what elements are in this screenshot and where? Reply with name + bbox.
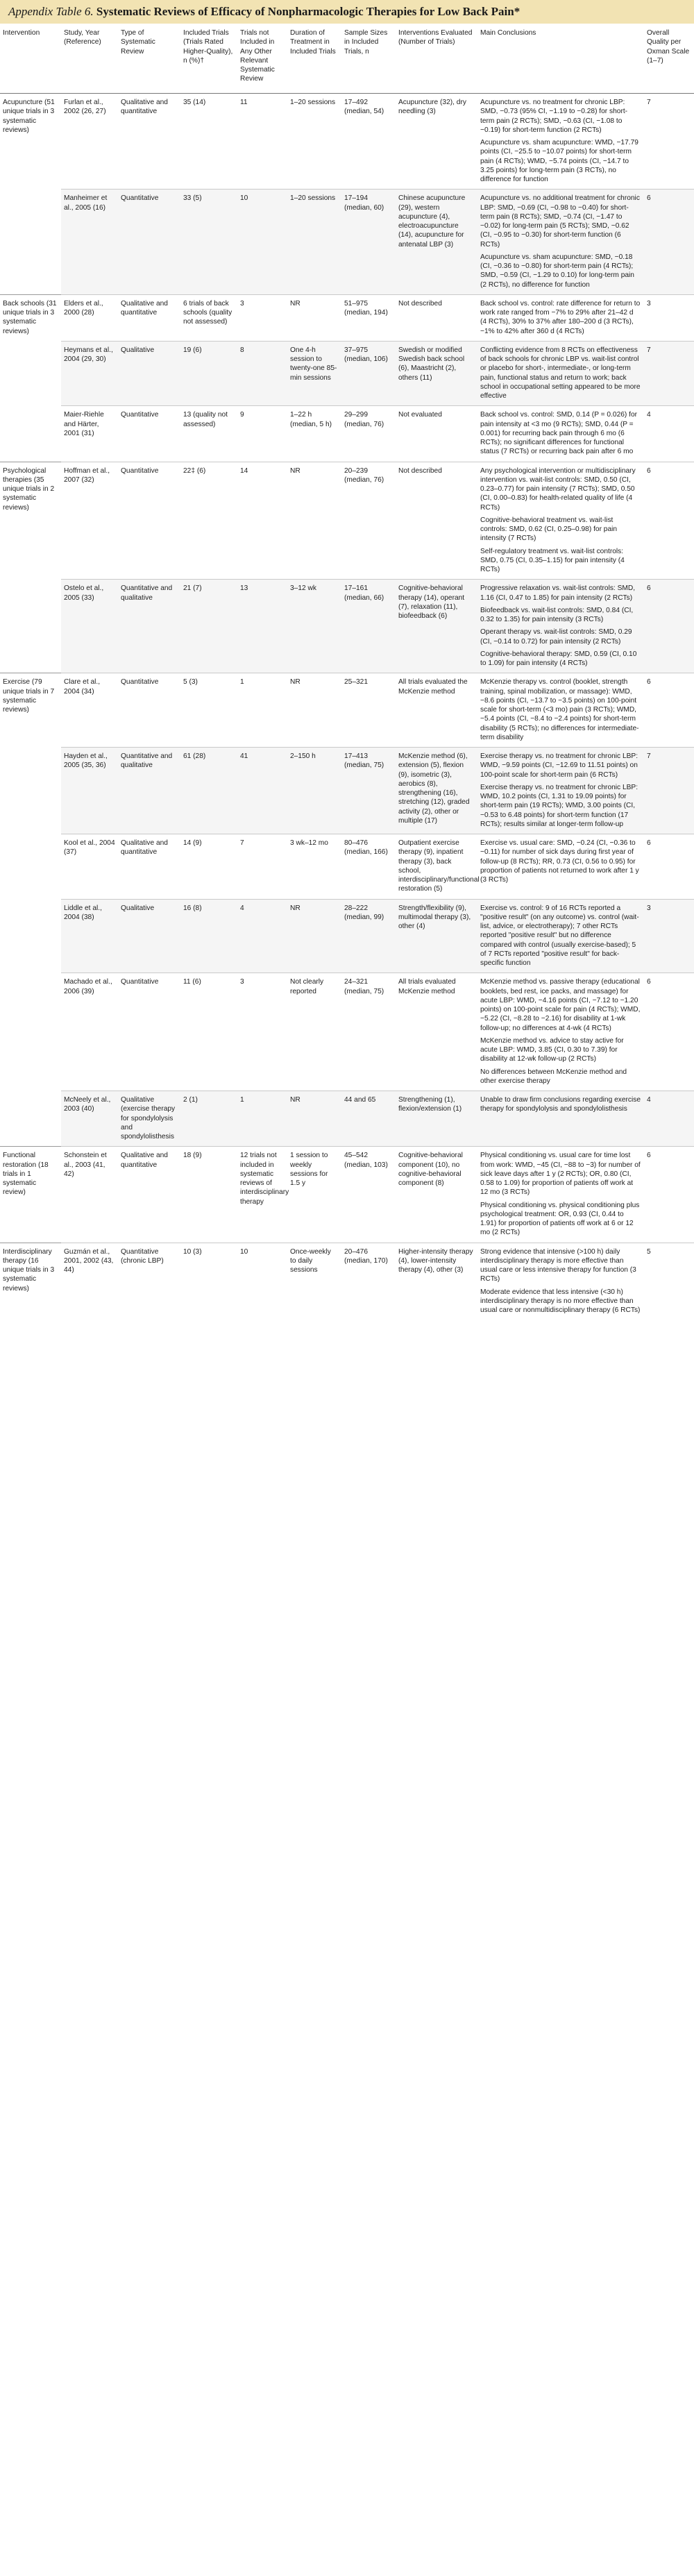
interventions-evaluated-cell: Cognitive-behavioral therapy (14), operant (7), relaxation (11), biofeedback (6): [396, 580, 477, 673]
sample-size-cell: 80–476 (median, 166): [341, 834, 396, 900]
table-row: [0, 1243, 694, 1320]
not-included-cell: 7: [237, 834, 287, 900]
main-conclusions-cell: [477, 748, 644, 834]
not-included-cell: 10: [237, 190, 287, 295]
included-trials-cell: 14 (9): [180, 834, 237, 900]
quality-score-cell: 4: [644, 406, 694, 462]
table-row: [0, 1091, 694, 1147]
col-study-header: Study, Year (Reference): [61, 25, 118, 94]
not-included-cell: 3: [237, 294, 287, 341]
not-included-cell: 13: [237, 580, 287, 673]
sample-size-cell: 17–161 (median, 66): [341, 580, 396, 673]
not-included-cell: 11: [237, 94, 287, 190]
table-row: [0, 580, 694, 673]
study-cell: Heymans et al., 2004 (29, 30): [61, 341, 118, 406]
quality-score-cell: 6: [644, 580, 694, 673]
not-included-cell: 1: [237, 1091, 287, 1147]
col-main-conclusions-header: Main Conclusions: [477, 25, 644, 94]
review-type-cell: Qualitative: [118, 899, 180, 973]
main-conclusions-cell: [477, 1243, 644, 1320]
table-row: [0, 94, 694, 190]
sample-size-cell: 17–413 (median, 75): [341, 748, 396, 834]
table-row: [0, 294, 694, 341]
quality-score-cell: 7: [644, 748, 694, 834]
not-included-cell: 10: [237, 1243, 287, 1320]
conclusion-paragraph: Self-regulatory treatment vs. wait-list controls: SMD, 0.75 (CI, 0.35–1.15) for pain intensity (4 RCTs): [480, 547, 625, 573]
table-row: [0, 406, 694, 462]
not-included-cell: 8: [237, 341, 287, 406]
systematic-reviews-table: [0, 25, 694, 1320]
included-trials-cell: 2 (1): [180, 1091, 237, 1147]
conclusion-paragraph: Strong evidence that intensive (>100 h) daily interdisciplinary therapy is more effective than usual care or less intensive therapy for function (3 RCTs): [480, 1247, 636, 1283]
conclusion-paragraph: No differences between McKenzie method and other exercise therapy: [480, 1068, 627, 1085]
quality-score-cell: 6: [644, 1147, 694, 1243]
conclusion-paragraph: Physical conditioning vs. usual care for time lost from work: WMD, −45 (CI, −88 to −3) for number of sick leave days after 1 y (2 RCTs); OR, 0.80 (CI, 0.58 to 1.09) for proportion of patients off work at 12 mo (3 RCTs): [480, 1152, 641, 1197]
quality-score-cell: 3: [644, 899, 694, 973]
table-row: [0, 462, 694, 580]
header-row: [0, 25, 694, 94]
duration-cell: Not clearly reported: [287, 973, 341, 1091]
conclusion-paragraph: Acupuncture vs. sham acupuncture: WMD, −17.79 points (CI, −25.5 to −10.07 points) for short-term pain (4 RCTs); WMD, −5.74 points (CI, −14.7 to 3.25 points) for long-term pain (3 RCTs), no difference for function: [480, 139, 638, 183]
conclusion-paragraph: Exercise vs. control: 9 of 16 RCTs reported a "positive result" (on any outcome) vs. control (wait-list, advice, or electrotherapy); 7 other RCTs reported "positive result" but no difference compared with control (usually exercise-based); 5 of 7 RCTs reported "positive result" for back-specific function: [480, 904, 639, 967]
interventions-evaluated-cell: Strength/flexibility (9), multimodal therapy (3), other (4): [396, 899, 477, 973]
col-sample-sizes-header: Sample Sizes in Included Trials, n: [341, 25, 396, 94]
intervention-cell: [0, 406, 61, 462]
intervention-cell: [0, 190, 61, 295]
intervention-cell: Psychological therapies (35 unique trials in 2 systematic reviews): [0, 462, 61, 580]
not-included-cell: 41: [237, 748, 287, 834]
duration-cell: One 4-h session to twenty-one 85-min sessions: [287, 341, 341, 406]
review-type-cell: Quantitative: [118, 462, 180, 580]
conclusion-paragraph: Progressive relaxation vs. wait-list controls: SMD, 1.16 (CI, 0.47 to 1.85) for pain intensity (2 RCTs): [480, 584, 636, 602]
interventions-evaluated-cell: Not evaluated: [396, 406, 477, 462]
interventions-evaluated-cell: Strengthening (1), flexion/extension (1): [396, 1091, 477, 1147]
main-conclusions-cell: [477, 834, 644, 900]
conclusion-paragraph: McKenzie method vs. advice to stay active for acute LBP: WMD, 3.85 (CI, 0.30 to 7.39) for disability at 12-wk follow-up (2 RCTs): [480, 1036, 624, 1063]
intervention-cell: Exercise (79 unique trials in 7 systematic reviews): [0, 673, 61, 748]
table-row: [0, 1147, 694, 1243]
quality-score-cell: 3: [644, 294, 694, 341]
conclusion-paragraph: Any psychological intervention or multidisciplinary intervention vs. wait-list controls: SMD, 0.50 (CI, 0.23–0.77) for pain intensity (7 RCTs); SMD, 0.50 (CI, 0.00–0.83) for health-related quality of life (4 RCTs): [480, 466, 636, 512]
conclusion-paragraph: Exercise therapy vs. no treatment for chronic LBP: WMD, 10.2 points (CI, 1.31 to 19.09 points) for short-term pain (19 RCTs); WMD, 3.00 points (CI, −0.53 to 6.48 points) for short-term function (17 RCTs); results similar at longer-term follow-up: [480, 783, 638, 828]
intervention-cell: Functional restoration (18 trials in 1 systematic review): [0, 1147, 61, 1243]
main-conclusions-cell: [477, 341, 644, 406]
conclusion-paragraph: Exercise therapy vs. no treatment for chronic LBP: WMD, −9.59 points (CI, −12.69 to 11.51 points) on 100-point scale for short-term pain (6 RCTs): [480, 752, 638, 779]
included-trials-cell: 16 (8): [180, 899, 237, 973]
not-included-cell: 9: [237, 406, 287, 462]
conclusion-paragraph: Acupuncture vs. no treatment for chronic LBP: SMD, −0.73 (95% CI, −1.19 to −0.28) for short-term pain (2 RCTs); SMD, −0.63 (CI, −1.08 to −0.19) for short-term function (2 RCTs): [480, 99, 628, 134]
duration-cell: NR: [287, 462, 341, 580]
interventions-evaluated-cell: Outpatient exercise therapy (9), inpatient therapy (3), back school, interdisciplinary/functional restoration (5): [396, 834, 477, 900]
col-interventions-evaluated-header: Interventions Evaluated (Number of Trials): [396, 25, 477, 94]
table-row: [0, 748, 694, 834]
col-quality-header: Overall Quality per Oxman Scale (1–7): [644, 25, 694, 94]
review-type-cell: Qualitative (exercise therapy for spondylolysis and spondylolisthesis: [118, 1091, 180, 1147]
conclusion-paragraph: Acupuncture vs. sham acupuncture: SMD, −0.18 (CI, −0.36 to −0.80) for short-term pain (4 RCTs); SMD, −0.59 (CI, −1.29 to 0.10) for long-term pain (2 RCTs), no difference for function: [480, 253, 634, 289]
intervention-cell: Acupuncture (51 unique trials in 3 systematic reviews): [0, 94, 61, 190]
interventions-evaluated-cell: Swedish or modified Swedish back school (6), Maastricht (2), others (11): [396, 341, 477, 406]
review-type-cell: Quantitative: [118, 973, 180, 1091]
study-cell: Schonstein et al., 2003 (41, 42): [61, 1147, 118, 1243]
sample-size-cell: 37–975 (median, 106): [341, 341, 396, 406]
study-cell: Furlan et al., 2002 (26, 27): [61, 94, 118, 190]
main-conclusions-cell: [477, 1147, 644, 1243]
study-cell: Ostelo et al., 2005 (33): [61, 580, 118, 673]
included-trials-cell: 35 (14): [180, 94, 237, 190]
table-title: [0, 5, 520, 19]
conclusion-paragraph: Acupuncture vs. no additional treatment for chronic LBP: SMD, −0.69 (CI, −0.98 to −0.40) for short-term pain (8 RCTs); SMD, −0.74 (CI, −1.47 to −0.02) for long-term pain (5 RCTs); SMD, −0.62 (CI, −0.95 to −0.30) for short-term function (6 RCTs): [480, 194, 640, 249]
included-trials-cell: 5 (3): [180, 673, 237, 748]
main-conclusions-cell: [477, 294, 644, 341]
included-trials-cell: 10 (3): [180, 1243, 237, 1320]
col-type-header: Type of Systematic Review: [118, 25, 180, 94]
duration-cell: 3 wk–12 mo: [287, 834, 341, 900]
review-type-cell: Quantitative and qualitative: [118, 580, 180, 673]
included-trials-cell: 61 (28): [180, 748, 237, 834]
main-conclusions-cell: [477, 580, 644, 673]
review-type-cell: Quantitative (chronic LBP): [118, 1243, 180, 1320]
duration-cell: 1–22 h (median, 5 h): [287, 406, 341, 462]
not-included-cell: 1: [237, 673, 287, 748]
interventions-evaluated-cell: All trials evaluated the McKenzie method: [396, 673, 477, 748]
study-cell: Liddle et al., 2004 (38): [61, 899, 118, 973]
quality-score-cell: 6: [644, 673, 694, 748]
conclusion-paragraph: Unable to draw firm conclusions regarding exercise therapy for spondylolysis and spondylolisthesis: [480, 1096, 641, 1113]
duration-cell: NR: [287, 673, 341, 748]
interventions-evaluated-cell: All trials evaluated McKenzie method: [396, 973, 477, 1091]
table-row: [0, 899, 694, 973]
col-intervention-header: Intervention: [0, 25, 61, 94]
sample-size-cell: 51–975 (median, 194): [341, 294, 396, 341]
col-not-included-header: Trials not Included in Any Other Relevant Systematic Review: [237, 25, 287, 94]
study-cell: McNeely et al., 2003 (40): [61, 1091, 118, 1147]
sample-size-cell: 17–492 (median, 54): [341, 94, 396, 190]
conclusion-paragraph: McKenzie therapy vs. control (booklet, strength training, spinal mobilization, or massage): WMD, −8.6 points (CI, −13.7 to −3.5 points) on 100-point scale for short-term (<3 mo) pain (3 RCTs); WMD, −5.4 points (CI, −8.4 to −2.4 points) for short-term disability (5 RCTs); no differences for intermediate-term disability: [480, 678, 639, 741]
table-row: [0, 834, 694, 900]
intervention-cell: [0, 341, 61, 406]
review-type-cell: Quantitative: [118, 673, 180, 748]
review-type-cell: Quantitative: [118, 190, 180, 295]
duration-cell: Once-weekly to daily sessions: [287, 1243, 341, 1320]
study-cell: Hayden et al., 2005 (35, 36): [61, 748, 118, 834]
study-cell: Machado et al., 2006 (39): [61, 973, 118, 1091]
quality-score-cell: 6: [644, 973, 694, 1091]
review-type-cell: Qualitative and quantitative: [118, 1147, 180, 1243]
quality-score-cell: 4: [644, 1091, 694, 1147]
not-included-cell: 4: [237, 899, 287, 973]
conclusion-paragraph: Cognitive-behavioral treatment vs. wait-list controls: SMD, 0.62 (CI, 0.25–0.98) for pain intensity (7 RCTs): [480, 516, 618, 543]
quality-score-cell: 7: [644, 341, 694, 406]
duration-cell: 1–20 sessions: [287, 190, 341, 295]
intervention-cell: [0, 973, 61, 1091]
duration-cell: 1–20 sessions: [287, 94, 341, 190]
included-trials-cell: 19 (6): [180, 341, 237, 406]
sample-size-cell: 44 and 65: [341, 1091, 396, 1147]
conclusion-paragraph: McKenzie method vs. passive therapy (educational booklets, bed rest, ice packs, and massage) for acute LBP: WMD, −4.16 points (CI, −7.12 to −1.20 points) on 100-point scale for pain (4 RCTs); WMD, −5.22 (CI, −8.28 to −2.16) for disability at 1-wk follow-up; no differences at 4-wk (4 RCTs): [480, 978, 641, 1032]
included-trials-cell: 6 trials of back schools (quality not assessed): [180, 294, 237, 341]
main-conclusions-cell: [477, 406, 644, 462]
review-type-cell: Qualitative and quantitative: [118, 294, 180, 341]
duration-cell: NR: [287, 899, 341, 973]
study-cell: Guzmán et al., 2001, 2002 (43, 44): [61, 1243, 118, 1320]
included-trials-cell: 11 (6): [180, 973, 237, 1091]
review-type-cell: Qualitative and quantitative: [118, 94, 180, 190]
table-row: [0, 973, 694, 1091]
conclusion-paragraph: Operant therapy vs. wait-list controls: SMD, 0.29 (CI, −0.14 to 0.72) for pain intensity (2 RCTs): [480, 628, 632, 646]
included-trials-cell: 33 (5): [180, 190, 237, 295]
duration-cell: 1 session to weekly sessions for 1.5 y: [287, 1147, 341, 1243]
sample-size-cell: 24–321 (median, 75): [341, 973, 396, 1091]
study-cell: Maier-Riehle and Härter, 2001 (31): [61, 406, 118, 462]
study-cell: Clare et al., 2004 (34): [61, 673, 118, 748]
conclusion-paragraph: Conflicting evidence from 8 RCTs on effectiveness of back schools for chronic LBP vs. wait-list control or placebo for short-, intermediate-, or long-term pain, functional status and return to work; back school in occupational setting appeared to be more effective: [480, 346, 641, 400]
quality-score-cell: 6: [644, 834, 694, 900]
intervention-cell: [0, 748, 61, 834]
table-row: [0, 673, 694, 748]
conclusion-paragraph: Exercise vs. usual care: SMD, −0.24 (CI, −0.36 to −0.11) for number of sick days during first year of follow-up (8 RCTs); RR, 0.73 (CI, 0.56 to 0.95) for proportion of patients not returned to work after 1 y (3 RCTs): [480, 839, 639, 884]
interventions-evaluated-cell: Higher-intensity therapy (4), lower-intensity therapy (4), other (3): [396, 1243, 477, 1320]
interventions-evaluated-cell: Chinese acupuncture (29), western acupuncture (4), electroacupuncture (14), acupuncture for antenatal LBP (3): [396, 190, 477, 295]
intervention-cell: Back schools (31 unique trials in 3 systematic reviews): [0, 294, 61, 341]
intervention-cell: [0, 834, 61, 900]
not-included-cell: 12 trials not included in systematic reviews of interdisciplinary therapy: [237, 1147, 287, 1243]
duration-cell: NR: [287, 294, 341, 341]
review-type-cell: Quantitative: [118, 406, 180, 462]
quality-score-cell: 7: [644, 94, 694, 190]
included-trials-cell: 18 (9): [180, 1147, 237, 1243]
interventions-evaluated-cell: Not described: [396, 294, 477, 341]
intervention-cell: [0, 580, 61, 673]
conclusion-paragraph: Back school vs. control: SMD, 0.14 (P = 0.026) for pain intensity at <3 mo (9 RCTs); SMD, 0.44 (P = 0.001) for recurring back pain through 6 mo (6 RCTs); no significant differences for functional status (7 RCTs) or recurring back pain after 6 mo: [480, 411, 638, 456]
interventions-evaluated-cell: McKenzie method (6), extension (5), flexion (9), isometric (3), aerobics (8), strengthening (16), stretching (12), graded activity (2), other or multiple (17): [396, 748, 477, 834]
not-included-cell: 3: [237, 973, 287, 1091]
main-conclusions-cell: [477, 899, 644, 973]
table-title-bar: [0, 0, 694, 24]
conclusion-paragraph: Moderate evidence that less intensive (<30 h) interdisciplinary therapy is no more effective than usual care or nonmultidisciplinary therapy (6 RCTs): [480, 1288, 641, 1314]
sample-size-cell: 25–321: [341, 673, 396, 748]
col-included-trials-header: Included Trials (Trials Rated Higher-Quality), n (%)†: [180, 25, 237, 94]
duration-cell: NR: [287, 1091, 341, 1147]
review-type-cell: Qualitative and quantitative: [118, 834, 180, 900]
quality-score-cell: 6: [644, 190, 694, 295]
review-type-cell: Quantitative and qualitative: [118, 748, 180, 834]
duration-cell: 3–12 wk: [287, 580, 341, 673]
main-conclusions-cell: [477, 973, 644, 1091]
table-row: [0, 190, 694, 295]
review-type-cell: Qualitative: [118, 341, 180, 406]
quality-score-cell: 5: [644, 1243, 694, 1320]
table-body: [0, 94, 694, 1320]
col-duration-header: Duration of Treatment in Included Trials: [287, 25, 341, 94]
table-row: [0, 341, 694, 406]
included-trials-cell: 21 (7): [180, 580, 237, 673]
main-conclusions-cell: [477, 673, 644, 748]
intervention-cell: Interdisciplinary therapy (16 unique trials in 3 systematic reviews): [0, 1243, 61, 1320]
sample-size-cell: 20–239 (median, 76): [341, 462, 396, 580]
sample-size-cell: 17–194 (median, 60): [341, 190, 396, 295]
conclusion-paragraph: Back school vs. control: rate difference for return to work rate ranged from −7% to 29% after 21–42 d (4 RCTs), 30% to 37% after 180–200 d (3 RCTs), −1% to 42% after 360 d (4 RCTs): [480, 299, 641, 335]
duration-cell: 2–150 h: [287, 748, 341, 834]
conclusion-paragraph: Biofeedback vs. wait-list controls: SMD, 0.84 (CI, 0.32 to 1.35) for pain intensity (3 RCTs): [480, 606, 634, 623]
quality-score-cell: 6: [644, 462, 694, 580]
study-cell: Kool et al., 2004 (37): [61, 834, 118, 900]
study-cell: Manheimer et al., 2005 (16): [61, 190, 118, 295]
sample-size-cell: 28–222 (median, 99): [341, 899, 396, 973]
main-conclusions-cell: [477, 190, 644, 295]
sample-size-cell: 20–476 (median, 170): [341, 1243, 396, 1320]
interventions-evaluated-cell: Not described: [396, 462, 477, 580]
conclusion-paragraph: Physical conditioning vs. physical conditioning plus psychological treatment: OR, 0.93 (CI, 0.44 to 1.91) for proportion of patients off work at 6 or 12 mo (2 RCTs): [480, 1201, 640, 1237]
main-conclusions-cell: [477, 1091, 644, 1147]
sample-size-cell: 29–299 (median, 76): [341, 406, 396, 462]
included-trials-cell: 13 (quality not assessed): [180, 406, 237, 462]
table-title-prefix: Appendix Table 6.: [8, 5, 94, 18]
conclusion-paragraph: Cognitive-behavioral therapy: SMD, 0.59 (CI, 0.10 to 1.09) for pain intensity (4 RCTs): [480, 650, 637, 667]
intervention-cell: [0, 1091, 61, 1147]
table-title-text: Systematic Reviews of Efficacy of Nonpharmacologic Therapies for Low Back Pain*: [96, 5, 520, 18]
interventions-evaluated-cell: Cognitive-behavioral component (10), no cognitive-behavioral component (8): [396, 1147, 477, 1243]
interventions-evaluated-cell: Acupuncture (32), dry needling (3): [396, 94, 477, 190]
main-conclusions-cell: [477, 462, 644, 580]
main-conclusions-cell: [477, 94, 644, 190]
sample-size-cell: 45–542 (median, 103): [341, 1147, 396, 1243]
not-included-cell: 14: [237, 462, 287, 580]
study-cell: Elders et al., 2000 (28): [61, 294, 118, 341]
included-trials-cell: 22‡ (6): [180, 462, 237, 580]
intervention-cell: [0, 899, 61, 973]
study-cell: Hoffman et al., 2007 (32): [61, 462, 118, 580]
